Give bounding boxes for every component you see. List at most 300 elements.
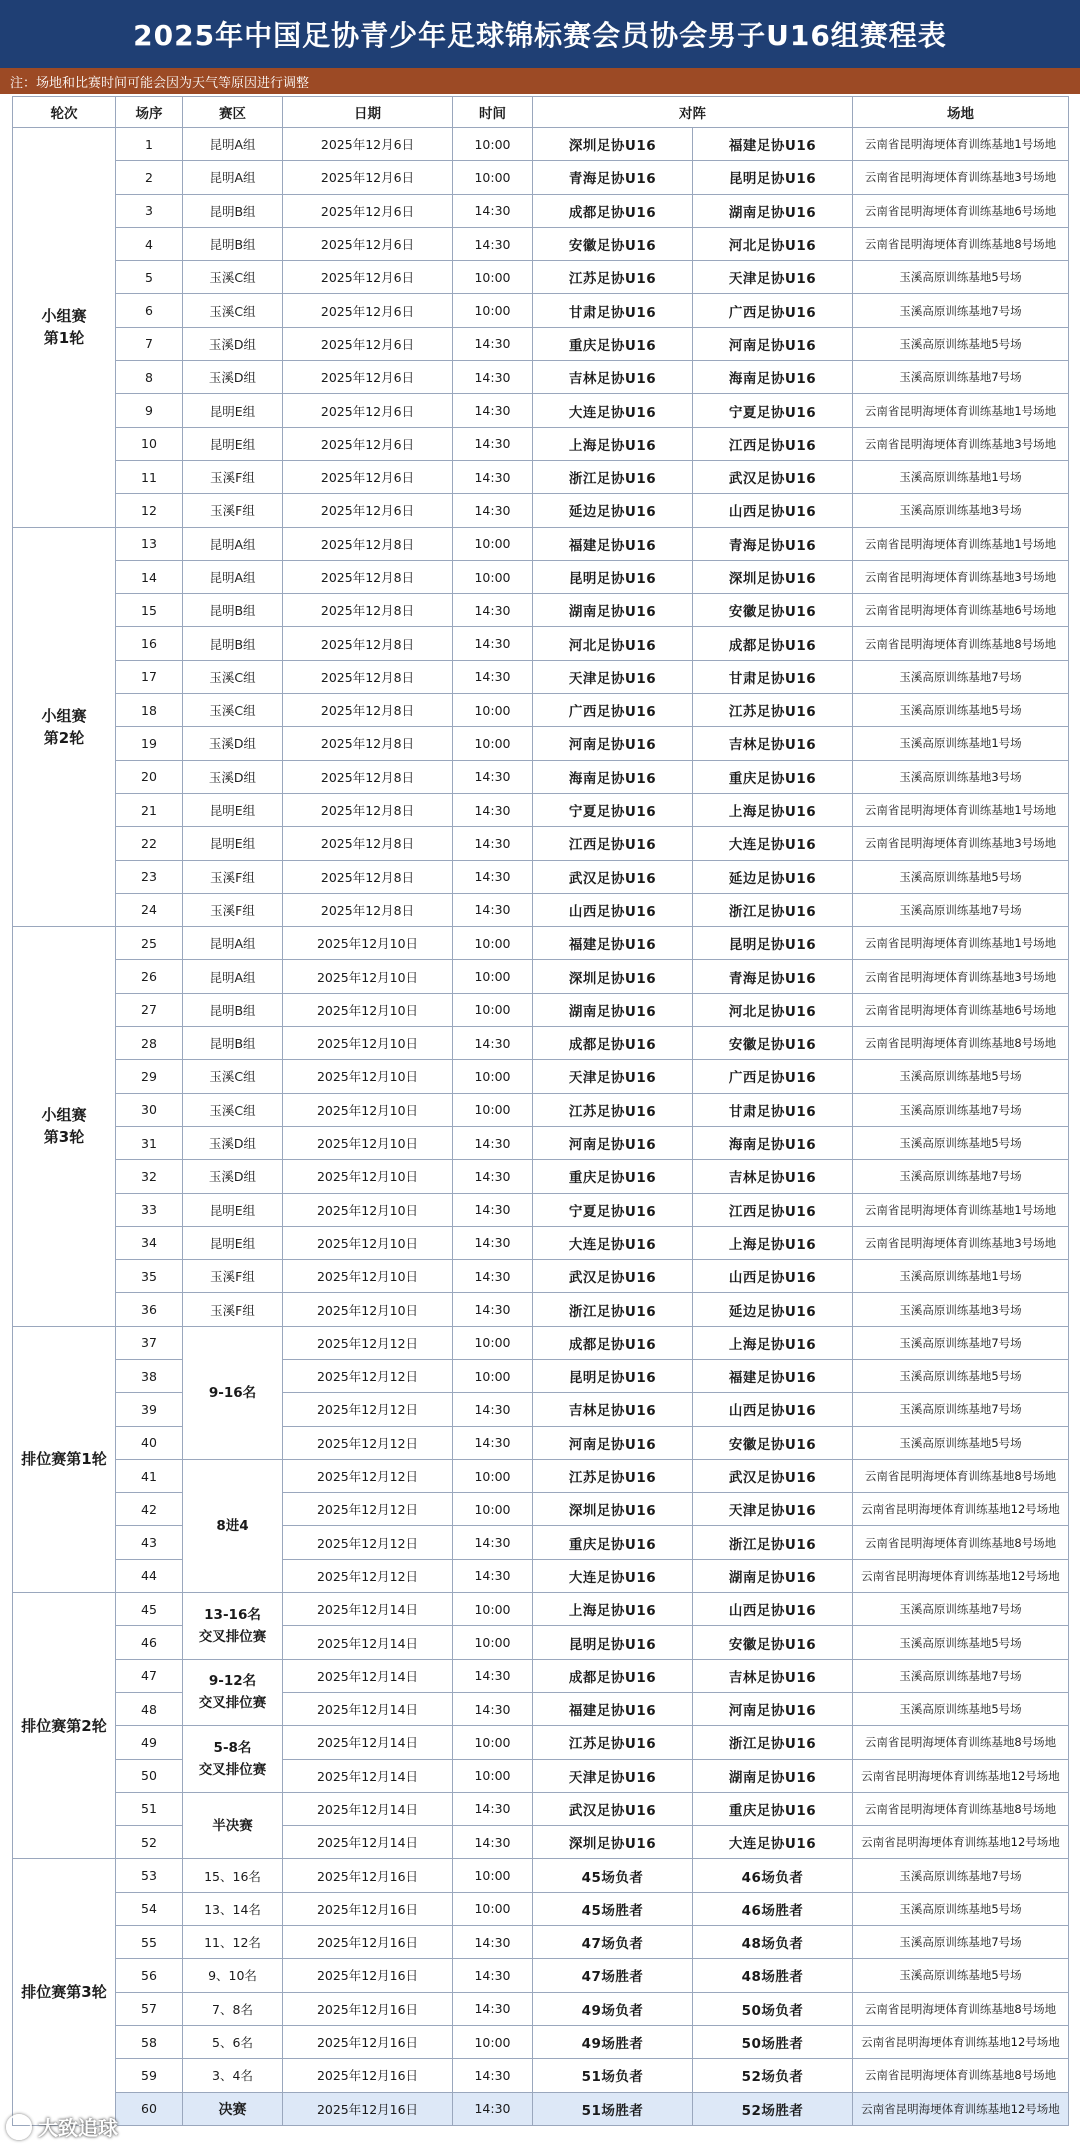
venue-cell: 云南省昆明海埂体育训练基地6号场地 bbox=[853, 993, 1069, 1026]
header-match-no: 场序 bbox=[116, 97, 183, 128]
venue-cell: 云南省昆明海埂体育训练基地8号场地 bbox=[853, 1992, 1069, 2025]
table-row bbox=[13, 694, 1069, 727]
match-time: 10:00 bbox=[453, 527, 533, 560]
match-date: 2025年12月8日 bbox=[283, 793, 453, 826]
table-row bbox=[13, 427, 1069, 460]
zone-cell: 昆明B组 bbox=[183, 227, 283, 260]
match-time: 14:30 bbox=[453, 893, 533, 926]
match-number: 59 bbox=[116, 2059, 183, 2092]
away-team: 宁夏足协U16 bbox=[693, 394, 853, 427]
home-team: 武汉足协U16 bbox=[533, 860, 693, 893]
round-cell: 小组赛 第1轮 bbox=[13, 128, 116, 528]
home-team: 河南足协U16 bbox=[533, 727, 693, 760]
away-team: 50场负者 bbox=[693, 1992, 853, 2025]
match-date: 2025年12月12日 bbox=[283, 1493, 453, 1526]
venue-cell: 玉溪高原训练基地7号场 bbox=[853, 1393, 1069, 1426]
round-cell: 排位赛第3轮 bbox=[13, 1859, 116, 2125]
home-team: 山西足协U16 bbox=[533, 893, 693, 926]
match-date: 2025年12月8日 bbox=[283, 627, 453, 660]
zone-cell: 13、14名 bbox=[183, 1892, 283, 1925]
away-team: 48场负者 bbox=[693, 1926, 853, 1959]
home-team: 天津足协U16 bbox=[533, 1060, 693, 1093]
home-team: 湖南足协U16 bbox=[533, 993, 693, 1026]
home-team: 成都足协U16 bbox=[533, 1326, 693, 1359]
home-team: 江苏足协U16 bbox=[533, 261, 693, 294]
match-number: 8 bbox=[116, 361, 183, 394]
match-date: 2025年12月16日 bbox=[283, 1892, 453, 1925]
away-team: 46场胜者 bbox=[693, 1892, 853, 1925]
match-number: 1 bbox=[116, 128, 183, 161]
match-time: 10:00 bbox=[453, 694, 533, 727]
venue-cell: 云南省昆明海埂体育训练基地1号场地 bbox=[853, 927, 1069, 960]
away-team: 成都足协U16 bbox=[693, 627, 853, 660]
venue-cell: 玉溪高原训练基地7号场 bbox=[853, 1926, 1069, 1959]
venue-cell: 玉溪高原训练基地5号场 bbox=[853, 1626, 1069, 1659]
home-team: 广西足协U16 bbox=[533, 694, 693, 727]
match-number: 18 bbox=[116, 694, 183, 727]
table-row bbox=[13, 1826, 1069, 1859]
away-team: 山西足协U16 bbox=[693, 494, 853, 527]
match-date: 2025年12月6日 bbox=[283, 394, 453, 427]
venue-cell: 玉溪高原训练基地5号场 bbox=[853, 1426, 1069, 1459]
match-date: 2025年12月6日 bbox=[283, 361, 453, 394]
stage-cell: 8进4 bbox=[183, 1459, 283, 1592]
match-time: 14:30 bbox=[453, 1226, 533, 1259]
home-team: 江苏足协U16 bbox=[533, 1093, 693, 1126]
match-date: 2025年12月6日 bbox=[283, 194, 453, 227]
venue-cell: 云南省昆明海埂体育训练基地6号场地 bbox=[853, 594, 1069, 627]
venue-cell: 云南省昆明海埂体育训练基地3号场地 bbox=[853, 827, 1069, 860]
match-time: 10:00 bbox=[453, 261, 533, 294]
table-row bbox=[13, 1992, 1069, 2025]
match-time: 10:00 bbox=[453, 727, 533, 760]
zone-cell: 昆明E组 bbox=[183, 394, 283, 427]
table-row bbox=[13, 1126, 1069, 1159]
match-time: 10:00 bbox=[453, 161, 533, 194]
zone-cell: 玉溪C组 bbox=[183, 294, 283, 327]
table-row bbox=[13, 1659, 1069, 1692]
match-date: 2025年12月10日 bbox=[283, 1160, 453, 1193]
match-date: 2025年12月8日 bbox=[283, 527, 453, 560]
match-number: 7 bbox=[116, 327, 183, 360]
venue-cell: 云南省昆明海埂体育训练基地3号场地 bbox=[853, 560, 1069, 593]
match-number: 52 bbox=[116, 1826, 183, 1859]
header-round: 轮次 bbox=[13, 97, 116, 128]
zone-cell: 昆明A组 bbox=[183, 527, 283, 560]
match-time: 14:30 bbox=[453, 394, 533, 427]
table-row bbox=[13, 1426, 1069, 1459]
table-row bbox=[13, 1260, 1069, 1293]
match-time: 10:00 bbox=[453, 560, 533, 593]
match-number: 3 bbox=[116, 194, 183, 227]
match-time: 14:30 bbox=[453, 1992, 533, 2025]
home-team: 天津足协U16 bbox=[533, 1759, 693, 1792]
match-date: 2025年12月12日 bbox=[283, 1426, 453, 1459]
home-team: 47场胜者 bbox=[533, 1959, 693, 1992]
venue-cell: 云南省昆明海埂体育训练基地1号场地 bbox=[853, 128, 1069, 161]
away-team: 浙江足协U16 bbox=[693, 1726, 853, 1759]
match-date: 2025年12月12日 bbox=[283, 1459, 453, 1492]
home-team: 成都足协U16 bbox=[533, 194, 693, 227]
home-team: 49场负者 bbox=[533, 1992, 693, 2025]
venue-cell: 云南省昆明海埂体育训练基地12号场地 bbox=[853, 1826, 1069, 1859]
away-team: 浙江足协U16 bbox=[693, 893, 853, 926]
venue-cell: 云南省昆明海埂体育训练基地12号场地 bbox=[853, 1759, 1069, 1792]
table-row bbox=[13, 1060, 1069, 1093]
match-time: 10:00 bbox=[453, 927, 533, 960]
away-team: 50场胜者 bbox=[693, 2025, 853, 2058]
watermark bbox=[6, 2112, 118, 2141]
match-date: 2025年12月6日 bbox=[283, 128, 453, 161]
away-team: 46场负者 bbox=[693, 1859, 853, 1892]
match-number: 44 bbox=[116, 1559, 183, 1592]
watermark-logo-icon bbox=[6, 2114, 32, 2140]
match-number: 9 bbox=[116, 394, 183, 427]
table-row bbox=[13, 727, 1069, 760]
table-row bbox=[13, 1959, 1069, 1992]
match-date: 2025年12月8日 bbox=[283, 660, 453, 693]
match-time: 14:30 bbox=[453, 227, 533, 260]
home-team: 47场负者 bbox=[533, 1926, 693, 1959]
match-time: 10:00 bbox=[453, 128, 533, 161]
away-team: 安徽足协U16 bbox=[693, 594, 853, 627]
table-row bbox=[13, 793, 1069, 826]
zone-cell: 7、8名 bbox=[183, 1992, 283, 2025]
table-row bbox=[13, 2092, 1069, 2125]
header-time: 时间 bbox=[453, 97, 533, 128]
match-number: 24 bbox=[116, 893, 183, 926]
away-team: 武汉足协U16 bbox=[693, 460, 853, 493]
table-row bbox=[13, 1493, 1069, 1526]
away-team: 浙江足协U16 bbox=[693, 1526, 853, 1559]
match-number: 22 bbox=[116, 827, 183, 860]
zone-cell: 昆明A组 bbox=[183, 161, 283, 194]
round-cell: 小组赛 第2轮 bbox=[13, 527, 116, 927]
match-date: 2025年12月12日 bbox=[283, 1326, 453, 1359]
home-team: 河南足协U16 bbox=[533, 1426, 693, 1459]
away-team: 山西足协U16 bbox=[693, 1393, 853, 1426]
home-team: 福建足协U16 bbox=[533, 1692, 693, 1725]
match-number: 5 bbox=[116, 261, 183, 294]
header-venue: 场地 bbox=[853, 97, 1069, 128]
away-team: 吉林足协U16 bbox=[693, 1659, 853, 1692]
match-time: 14:30 bbox=[453, 627, 533, 660]
away-team: 安徽足协U16 bbox=[693, 1626, 853, 1659]
table-row bbox=[13, 627, 1069, 660]
match-date: 2025年12月16日 bbox=[283, 1992, 453, 2025]
table-row bbox=[13, 294, 1069, 327]
header-fixture: 对阵 bbox=[533, 97, 853, 128]
match-number: 37 bbox=[116, 1326, 183, 1359]
zone-cell: 玉溪D组 bbox=[183, 1126, 283, 1159]
match-date: 2025年12月8日 bbox=[283, 893, 453, 926]
match-number: 55 bbox=[116, 1926, 183, 1959]
home-team: 甘肃足协U16 bbox=[533, 294, 693, 327]
match-time: 14:30 bbox=[453, 1027, 533, 1060]
match-number: 16 bbox=[116, 627, 183, 660]
away-team: 大连足协U16 bbox=[693, 827, 853, 860]
match-time: 10:00 bbox=[453, 1359, 533, 1392]
away-team: 延边足协U16 bbox=[693, 860, 853, 893]
away-team: 山西足协U16 bbox=[693, 1593, 853, 1626]
match-number: 58 bbox=[116, 2025, 183, 2058]
zone-cell: 玉溪F组 bbox=[183, 494, 283, 527]
match-date: 2025年12月16日 bbox=[283, 2025, 453, 2058]
home-team: 重庆足协U16 bbox=[533, 327, 693, 360]
away-team: 江西足协U16 bbox=[693, 1193, 853, 1226]
away-team: 重庆足协U16 bbox=[693, 1792, 853, 1825]
away-team: 湖南足协U16 bbox=[693, 1559, 853, 1592]
table-row bbox=[13, 1559, 1069, 1592]
away-team: 湖南足协U16 bbox=[693, 194, 853, 227]
match-time: 14:30 bbox=[453, 361, 533, 394]
table-row bbox=[13, 161, 1069, 194]
away-team: 江西足协U16 bbox=[693, 427, 853, 460]
match-date: 2025年12月14日 bbox=[283, 1726, 453, 1759]
home-team: 成都足协U16 bbox=[533, 1027, 693, 1060]
header-date: 日期 bbox=[283, 97, 453, 128]
match-time: 14:30 bbox=[453, 1526, 533, 1559]
match-time: 10:00 bbox=[453, 1759, 533, 1792]
table-row bbox=[13, 1393, 1069, 1426]
schedule-note: 注：场地和比赛时间可能会因为天气等原因进行调整 bbox=[0, 68, 1080, 94]
away-team: 上海足协U16 bbox=[693, 793, 853, 826]
match-number: 6 bbox=[116, 294, 183, 327]
match-date: 2025年12月8日 bbox=[283, 594, 453, 627]
match-time: 10:00 bbox=[453, 294, 533, 327]
zone-cell: 玉溪C组 bbox=[183, 1093, 283, 1126]
away-team: 河北足协U16 bbox=[693, 227, 853, 260]
match-time: 14:30 bbox=[453, 1160, 533, 1193]
away-team: 上海足协U16 bbox=[693, 1326, 853, 1359]
venue-cell: 玉溪高原训练基地7号场 bbox=[853, 1659, 1069, 1692]
away-team: 甘肃足协U16 bbox=[693, 660, 853, 693]
away-team: 重庆足协U16 bbox=[693, 760, 853, 793]
zone-cell: 决赛 bbox=[183, 2092, 283, 2125]
zone-cell: 3、4名 bbox=[183, 2059, 283, 2092]
table-row bbox=[13, 1792, 1069, 1825]
zone-cell: 昆明B组 bbox=[183, 594, 283, 627]
table-row bbox=[13, 227, 1069, 260]
table-row bbox=[13, 1459, 1069, 1492]
venue-cell: 云南省昆明海埂体育训练基地12号场地 bbox=[853, 1559, 1069, 1592]
zone-cell: 昆明E组 bbox=[183, 793, 283, 826]
match-number: 13 bbox=[116, 527, 183, 560]
venue-cell: 云南省昆明海埂体育训练基地1号场地 bbox=[853, 394, 1069, 427]
zone-cell: 昆明A组 bbox=[183, 560, 283, 593]
stage-cell: 5-8名 交叉排位赛 bbox=[183, 1726, 283, 1793]
match-number: 47 bbox=[116, 1659, 183, 1692]
match-date: 2025年12月8日 bbox=[283, 560, 453, 593]
away-team: 甘肃足协U16 bbox=[693, 1093, 853, 1126]
match-number: 4 bbox=[116, 227, 183, 260]
venue-cell: 云南省昆明海埂体育训练基地8号场地 bbox=[853, 2059, 1069, 2092]
venue-cell: 玉溪高原训练基地5号场 bbox=[853, 694, 1069, 727]
round-cell: 排位赛第1轮 bbox=[13, 1326, 116, 1592]
match-date: 2025年12月14日 bbox=[283, 1659, 453, 1692]
match-time: 14:30 bbox=[453, 1926, 533, 1959]
home-team: 大连足协U16 bbox=[533, 1559, 693, 1592]
match-date: 2025年12月14日 bbox=[283, 1626, 453, 1659]
venue-cell: 玉溪高原训练基地5号场 bbox=[853, 261, 1069, 294]
match-number: 34 bbox=[116, 1226, 183, 1259]
match-number: 31 bbox=[116, 1126, 183, 1159]
match-number: 21 bbox=[116, 793, 183, 826]
zone-cell: 昆明B组 bbox=[183, 993, 283, 1026]
away-team: 52场胜者 bbox=[693, 2092, 853, 2125]
match-number: 43 bbox=[116, 1526, 183, 1559]
table-row bbox=[13, 1926, 1069, 1959]
table-row bbox=[13, 1692, 1069, 1725]
match-number: 46 bbox=[116, 1626, 183, 1659]
table-row bbox=[13, 1726, 1069, 1759]
away-team: 昆明足协U16 bbox=[693, 927, 853, 960]
match-date: 2025年12月16日 bbox=[283, 1926, 453, 1959]
home-team: 重庆足协U16 bbox=[533, 1526, 693, 1559]
stage-cell: 半决赛 bbox=[183, 1792, 283, 1859]
home-team: 福建足协U16 bbox=[533, 927, 693, 960]
match-time: 14:30 bbox=[453, 2059, 533, 2092]
away-team: 52场负者 bbox=[693, 2059, 853, 2092]
match-time: 14:30 bbox=[453, 427, 533, 460]
match-number: 54 bbox=[116, 1892, 183, 1925]
match-date: 2025年12月10日 bbox=[283, 1226, 453, 1259]
match-number: 14 bbox=[116, 560, 183, 593]
zone-cell: 玉溪C组 bbox=[183, 660, 283, 693]
venue-cell: 玉溪高原训练基地7号场 bbox=[853, 1326, 1069, 1359]
venue-cell: 玉溪高原训练基地7号场 bbox=[853, 1859, 1069, 1892]
venue-cell: 云南省昆明海埂体育训练基地8号场地 bbox=[853, 1526, 1069, 1559]
match-time: 10:00 bbox=[453, 1459, 533, 1492]
away-team: 大连足协U16 bbox=[693, 1826, 853, 1859]
match-time: 10:00 bbox=[453, 1093, 533, 1126]
match-time: 14:30 bbox=[453, 594, 533, 627]
zone-cell: 昆明A组 bbox=[183, 927, 283, 960]
table-header bbox=[13, 97, 1069, 128]
match-time: 10:00 bbox=[453, 1626, 533, 1659]
zone-cell: 玉溪D组 bbox=[183, 327, 283, 360]
match-date: 2025年12月16日 bbox=[283, 1859, 453, 1892]
venue-cell: 云南省昆明海埂体育训练基地8号场地 bbox=[853, 1726, 1069, 1759]
home-team: 49场胜者 bbox=[533, 2025, 693, 2058]
match-date: 2025年12月12日 bbox=[283, 1359, 453, 1392]
table-row bbox=[13, 893, 1069, 926]
table-row bbox=[13, 194, 1069, 227]
match-date: 2025年12月16日 bbox=[283, 2059, 453, 2092]
table-row bbox=[13, 1892, 1069, 1925]
venue-cell: 玉溪高原训练基地7号场 bbox=[853, 1160, 1069, 1193]
home-team: 深圳足协U16 bbox=[533, 1826, 693, 1859]
table-row bbox=[13, 494, 1069, 527]
away-team: 青海足协U16 bbox=[693, 960, 853, 993]
home-team: 江苏足协U16 bbox=[533, 1726, 693, 1759]
home-team: 昆明足协U16 bbox=[533, 1359, 693, 1392]
zone-cell: 昆明E组 bbox=[183, 1226, 283, 1259]
match-date: 2025年12月6日 bbox=[283, 294, 453, 327]
venue-cell: 玉溪高原训练基地1号场 bbox=[853, 460, 1069, 493]
away-team: 湖南足协U16 bbox=[693, 1759, 853, 1792]
table-row bbox=[13, 361, 1069, 394]
match-time: 14:30 bbox=[453, 460, 533, 493]
home-team: 51场负者 bbox=[533, 2059, 693, 2092]
home-team: 海南足协U16 bbox=[533, 760, 693, 793]
zone-cell: 昆明A组 bbox=[183, 960, 283, 993]
match-date: 2025年12月14日 bbox=[283, 1593, 453, 1626]
table-row bbox=[13, 1193, 1069, 1226]
table-row bbox=[13, 128, 1069, 161]
venue-cell: 玉溪高原训练基地1号场 bbox=[853, 727, 1069, 760]
match-time: 14:30 bbox=[453, 1959, 533, 1992]
page-title: 2025年中国足协青少年足球锦标赛会员协会男子U16组赛程表 bbox=[0, 0, 1080, 68]
table-row bbox=[13, 527, 1069, 560]
away-team: 上海足协U16 bbox=[693, 1226, 853, 1259]
table-row bbox=[13, 1326, 1069, 1359]
schedule-table bbox=[12, 96, 1069, 2126]
match-date: 2025年12月10日 bbox=[283, 993, 453, 1026]
match-time: 14:30 bbox=[453, 1826, 533, 1859]
venue-cell: 玉溪高原训练基地7号场 bbox=[853, 660, 1069, 693]
match-number: 12 bbox=[116, 494, 183, 527]
home-team: 吉林足协U16 bbox=[533, 1393, 693, 1426]
match-time: 14:30 bbox=[453, 760, 533, 793]
zone-cell: 玉溪D组 bbox=[183, 760, 283, 793]
match-number: 10 bbox=[116, 427, 183, 460]
match-number: 2 bbox=[116, 161, 183, 194]
home-team: 宁夏足协U16 bbox=[533, 793, 693, 826]
home-team: 深圳足协U16 bbox=[533, 960, 693, 993]
table-row bbox=[13, 860, 1069, 893]
venue-cell: 玉溪高原训练基地3号场 bbox=[853, 1293, 1069, 1326]
venue-cell: 云南省昆明海埂体育训练基地8号场地 bbox=[853, 1459, 1069, 1492]
zone-cell: 玉溪F组 bbox=[183, 860, 283, 893]
home-team: 湖南足协U16 bbox=[533, 594, 693, 627]
away-team: 天津足协U16 bbox=[693, 261, 853, 294]
table-row bbox=[13, 594, 1069, 627]
away-team: 海南足协U16 bbox=[693, 361, 853, 394]
match-number: 29 bbox=[116, 1060, 183, 1093]
zone-cell: 11、12名 bbox=[183, 1926, 283, 1959]
away-team: 青海足协U16 bbox=[693, 527, 853, 560]
venue-cell: 玉溪高原训练基地3号场 bbox=[853, 494, 1069, 527]
home-team: 45场负者 bbox=[533, 1859, 693, 1892]
zone-cell: 昆明A组 bbox=[183, 128, 283, 161]
match-date: 2025年12月10日 bbox=[283, 1126, 453, 1159]
table-row bbox=[13, 261, 1069, 294]
match-date: 2025年12月8日 bbox=[283, 860, 453, 893]
match-time: 10:00 bbox=[453, 1726, 533, 1759]
table-row bbox=[13, 460, 1069, 493]
match-time: 14:30 bbox=[453, 1260, 533, 1293]
venue-cell: 玉溪高原训练基地7号场 bbox=[853, 361, 1069, 394]
home-team: 昆明足协U16 bbox=[533, 560, 693, 593]
match-date: 2025年12月14日 bbox=[283, 1826, 453, 1859]
stage-cell: 9-12名 交叉排位赛 bbox=[183, 1659, 283, 1726]
match-date: 2025年12月12日 bbox=[283, 1393, 453, 1426]
table-row bbox=[13, 993, 1069, 1026]
table-row bbox=[13, 327, 1069, 360]
match-date: 2025年12月10日 bbox=[283, 1193, 453, 1226]
match-number: 49 bbox=[116, 1726, 183, 1759]
zone-cell: 玉溪F组 bbox=[183, 460, 283, 493]
table-row bbox=[13, 560, 1069, 593]
zone-cell: 玉溪D组 bbox=[183, 1160, 283, 1193]
match-number: 20 bbox=[116, 760, 183, 793]
match-time: 10:00 bbox=[453, 960, 533, 993]
match-number: 35 bbox=[116, 1260, 183, 1293]
venue-cell: 玉溪高原训练基地7号场 bbox=[853, 893, 1069, 926]
round-cell: 排位赛第2轮 bbox=[13, 1593, 116, 1859]
table-row bbox=[13, 1226, 1069, 1259]
